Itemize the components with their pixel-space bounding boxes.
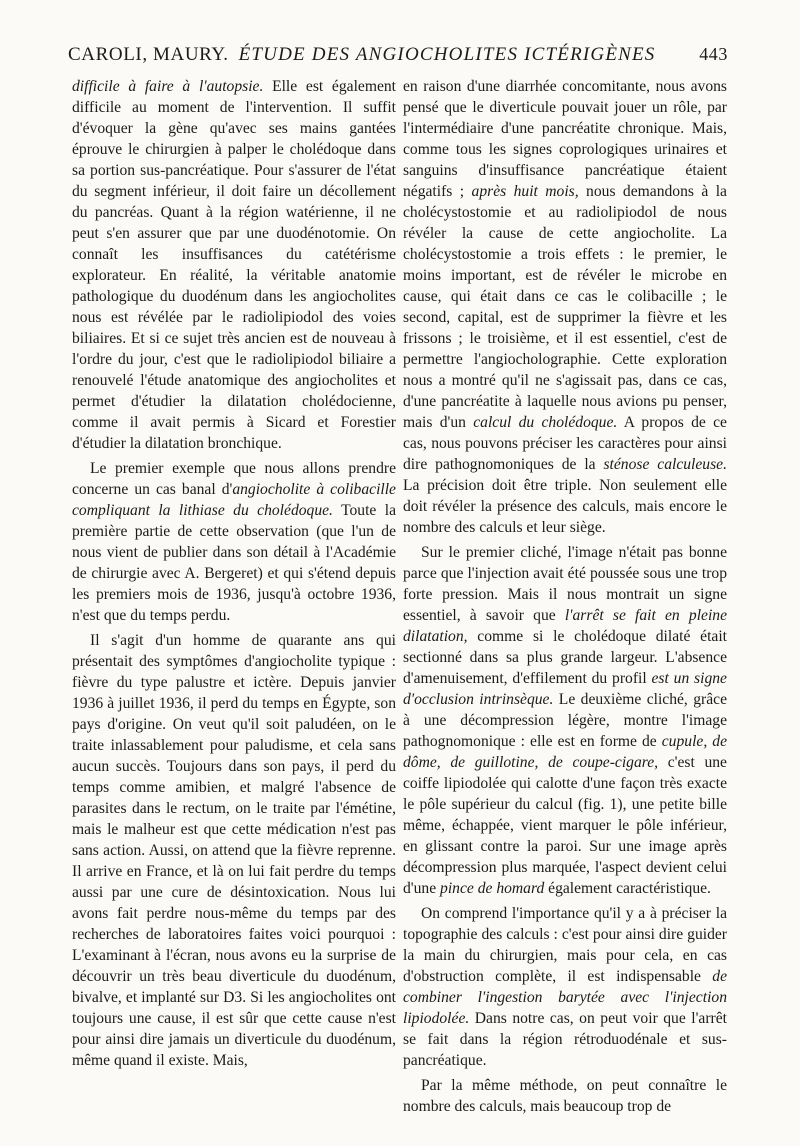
text-run: Sur le premier cliché, l'image n'était pas bonne parce que l'injection avait été poussée sous une trop forte pression. Mais il nous montrait un signe essentiel, à savoir que <box>403 544 727 624</box>
italic-phrase: calcul du cholédoque. <box>473 414 618 431</box>
italic-phrase: l'arrêt se fait en pleine dilatation, <box>403 607 727 645</box>
paragraph <box>403 76 727 538</box>
paragraph: Il s'agit d'un homme de quarante ans qui présentait des symptômes d'angiocholite typique : fièvre du type palustre et ictère. Depuis janvier 1936 à juillet 1936, il perd du temps en Égypte, son pays d'origine. On veut qu'il soit paludéen, on le traite inlassablement pour paludisme, et cela sans aucun succès. Toujours dans son pays, il perd du temps comme amibien, et malgré l'absence de parasites dans le rectum, on le traite par l'émétine, mais le malheur est que cette médication n'est pas sans action. Aussi, on attend que la fièvre reprenne. Il arrive en France, et là on lui fait perdre du temps aussi par une cure de désintoxication. Nous lui avons fait perdre nous-même du temps par des recherches de laboratoires faites voici pourquoi : L'examinant à l'écran, nous avons eu la surprise de découvrir un très beau diverticule du duodénum, bivalve, et implanté sur D3. Si les angiocholites ont toujours une cause, il est sûr que cette cause n'est pour ainsi dire jamais un diverticule du duodénum, même quand il existe. Mais, <box>72 632 396 1069</box>
text-run: Toute la première partie de cette observation (que l'un de nous vient de publier dans son détail à l'Académie de chirurgie avec A. Bergeret) et qui s'étend depuis les premiers mois de 1936, jusqu'à octobre 1936, n'est que du temps perdu. <box>72 502 396 624</box>
left-column <box>72 76 396 1075</box>
text-run: comme si le cholédoque dilaté était sectionné dans sa plus grande largeur. L'absence d'amenuisement, d'effilement du profil <box>403 628 727 687</box>
text-run: Dans notre cas, on peut voir que l'arrêt se fait dans la région rétroduodénale et sus-pancréatique. <box>403 1010 727 1069</box>
page-number: 443 <box>699 44 728 64</box>
text-run: Le deuxième cliché, grâce à une décompression légère, montre l'image pathognomonique : elle est en forme de <box>403 691 727 750</box>
italic-phrase: pince de homard <box>440 880 545 897</box>
paragraph: Par la même méthode, on peut connaître le nombre des calculs, mais beaucoup trop de <box>403 1077 727 1115</box>
paragraph <box>403 542 727 899</box>
text-run: en raison d'une diarrhée concomitante, nous avons pensé que le diverticule pouvait jouer un rôle, par l'intermédiaire d'une pancréatite chronique. Mais, comme tous les signes coprologiques urinaires et sanguins d'insuffisance pancréatique étaient négatifs ; <box>403 78 727 200</box>
running-header <box>68 44 728 66</box>
header-authors: CAROLI, MAURY. <box>68 44 229 65</box>
italic-phrase: de combiner l'ingestion barytée avec l'injection lipiodolée. <box>403 968 727 1027</box>
paragraph <box>72 458 396 626</box>
text-run: Le premier exemple que nous allons prendre concerne un cas banal d' <box>72 460 396 498</box>
italic-phrase: est un signe d'occlusion intrinsèque. <box>403 670 727 708</box>
text-run: La précision doit être triple. Non seulement elle doit révéler la présence des calculs, mais encore le nombre des calculs et leur siège. <box>403 477 727 536</box>
italic-phrase: angiocholite à colibacille compliquant la lithiase du cholédoque. <box>72 481 396 519</box>
italic-phrase: difficile à faire à l'autopsie. <box>72 78 264 95</box>
italic-phrase: sténose calculeuse. <box>603 456 727 473</box>
paragraph <box>72 76 396 454</box>
text-run: également caractéristique. <box>544 880 711 897</box>
text-run: A propos de ce cas, nous pouvons préciser les caractères pour ainsi dire pathognomoniques de la <box>403 414 727 473</box>
text-run: c'est une coiffe lipiodolée qui calotte d'une façon très exacte le pôle supérieur du calcul (fig. 1), une petite bille même, échappée, vient marquer le pôle inférieur, en glissant contre la paroi. Sur une image après décompression plus marquée, l'aspect devient celui d'une <box>403 754 727 897</box>
text-run: On comprend l'importance qu'il y a à préciser la topographie des calculs : c'est pour ainsi dire guider la main du chirurgien, mais pour cela, en cas d'obstruction complète, il est indispensable <box>403 905 727 985</box>
paragraph <box>403 903 727 1071</box>
right-column <box>403 76 727 1121</box>
italic-phrase: après huit mois, <box>471 183 579 200</box>
text-run: nous demandons à la cholécystostomie et au radiolipiodol de nous révéler la cause de cette angiocholite. La cholécystostomie a trois effets : le premier, le moins important, est de révéler le microbe en cause, qui était dans ce cas le colibacille ; le second, capital, est de supprimer la fièvre et les frissons ; le troisième, et il est essentiel, c'est de permettre l'angiocholographie. Cette exploration nous a montré qu'il ne s'agissait pas, dans ce cas, d'une pancréatite à laquelle nous avions pu penser, mais d'un <box>403 183 727 431</box>
text-run: Elle est également difficile au moment de l'intervention. Il suffit d'évoquer la gène qu'avec ses mains gantées éprouve le chirurgien à palper le cholédoque dans sa portion sus-pancréatique. Pour s'assurer de l'état du segment inférieur, il doit faire un décollement du pancréas. Quant à la région watérienne, il ne peut s'en assurer que par une duodénotomie. On connaît les insuffisances du catétérisme explorateur. En réalité, la véritable anatomie pathologique du duodénum dans les angiocholites nous est révélée par le radiolipiodol des voies biliaires. Et si ce sujet très ancien est de nouveau à l'ordre du jour, c'est que le radiolipiodol biliaire a renouvelé l'étude anatomique des angiocholites et permet d'étudier la dilatation cholédocienne, comme il avait permis à Sicard et Forestier d'étudier la dilatation bronchique. <box>72 78 396 452</box>
italic-phrase: cupule, de dôme, de guillotine, de coupe-cigare, <box>403 733 727 771</box>
header-title: ÉTUDE DES ANGIOCHOLITES ICTÉRIGÈNES <box>238 44 656 65</box>
